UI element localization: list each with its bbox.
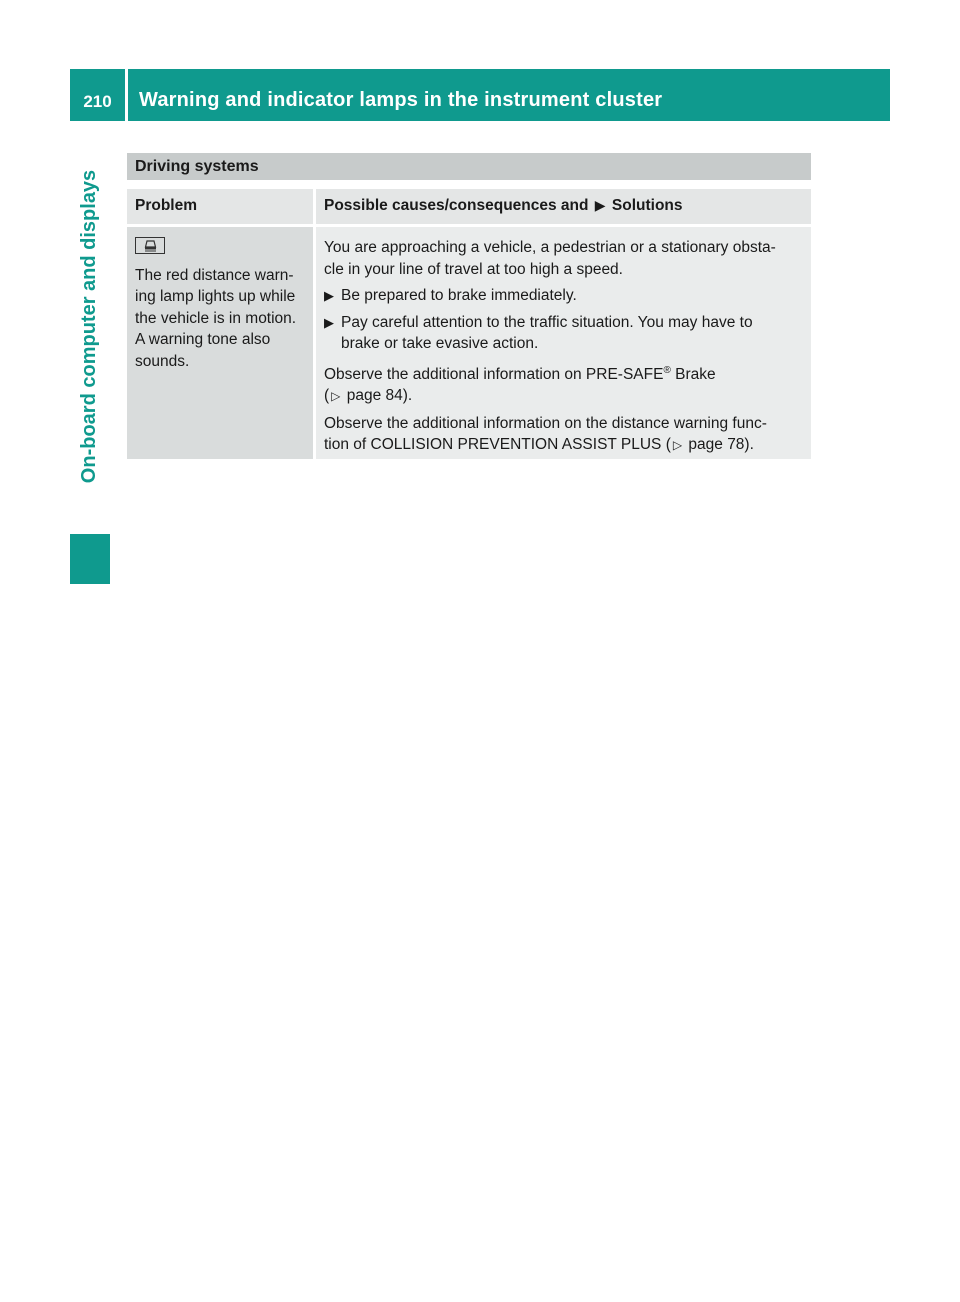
step-text: brake or take evasive action. xyxy=(341,335,539,352)
page-reference-link[interactable]: page 84). xyxy=(342,387,413,405)
problem-text-line: the vehicle is in motion. xyxy=(135,309,297,327)
page-reference-link[interactable]: page 78). xyxy=(684,436,754,454)
solution-step xyxy=(324,312,803,355)
page-header xyxy=(70,69,890,121)
table-title: Driving systems xyxy=(127,153,811,180)
cause-paragraph xyxy=(324,237,803,280)
problem-text-line: A warning tone also xyxy=(135,331,271,348)
chapter-marker xyxy=(70,534,110,584)
note-text: tion of COLLISION PREVENTION ASSIST PLUS ( xyxy=(324,436,671,454)
column-header-solutions xyxy=(316,189,811,224)
problem-cell xyxy=(127,227,313,459)
note-text: Observe the additional information on the distance warning func- xyxy=(324,414,767,432)
chapter-side-tab xyxy=(70,121,110,531)
problem-text-line: sounds. xyxy=(135,352,190,370)
note-text: Brake xyxy=(670,365,716,383)
table-row xyxy=(127,227,811,459)
column-header-problem: Problem xyxy=(127,189,313,224)
distance-warning-lamp-icon xyxy=(135,237,165,254)
solutions-cell xyxy=(316,227,811,459)
chapter-label: On-board computer and displays xyxy=(78,169,101,483)
page-reference-icon: ▷ xyxy=(331,389,341,404)
note-paragraph xyxy=(324,360,803,408)
problem-text-line: The red distance warn- xyxy=(135,266,294,284)
registered-mark: ® xyxy=(663,364,671,376)
note-text: Observe the additional information on PRE-SAFE xyxy=(324,365,664,383)
solution-step xyxy=(324,285,803,307)
cause-line: cle in your line of travel at too high a speed. xyxy=(324,260,623,278)
table-header-row xyxy=(127,189,811,224)
note-paragraph xyxy=(324,413,803,457)
note-text: ( xyxy=(324,387,330,405)
section-title: Warning and indicator lamps in the instrument cluster xyxy=(139,89,663,111)
cause-line: You are approaching a vehicle, a pedestrian or a stationary obsta- xyxy=(324,239,776,256)
action-arrow-icon: ▶ xyxy=(324,288,334,303)
action-arrow-icon: ▶ xyxy=(594,197,606,213)
page-number: 210 xyxy=(83,92,112,111)
column-header-solutions-prefix: Possible causes/consequences and xyxy=(324,197,589,214)
step-text: Be prepared to brake immediately. xyxy=(341,287,577,304)
problem-text-line: ing lamp lights up while xyxy=(135,288,296,305)
action-arrow-icon: ▶ xyxy=(324,314,334,330)
driving-systems-table xyxy=(127,153,811,459)
column-header-solutions-suffix: Solutions xyxy=(611,197,683,214)
step-text: Pay careful attention to the traffic situation. You may have to xyxy=(341,313,753,331)
page-reference-icon: ▷ xyxy=(672,438,683,453)
